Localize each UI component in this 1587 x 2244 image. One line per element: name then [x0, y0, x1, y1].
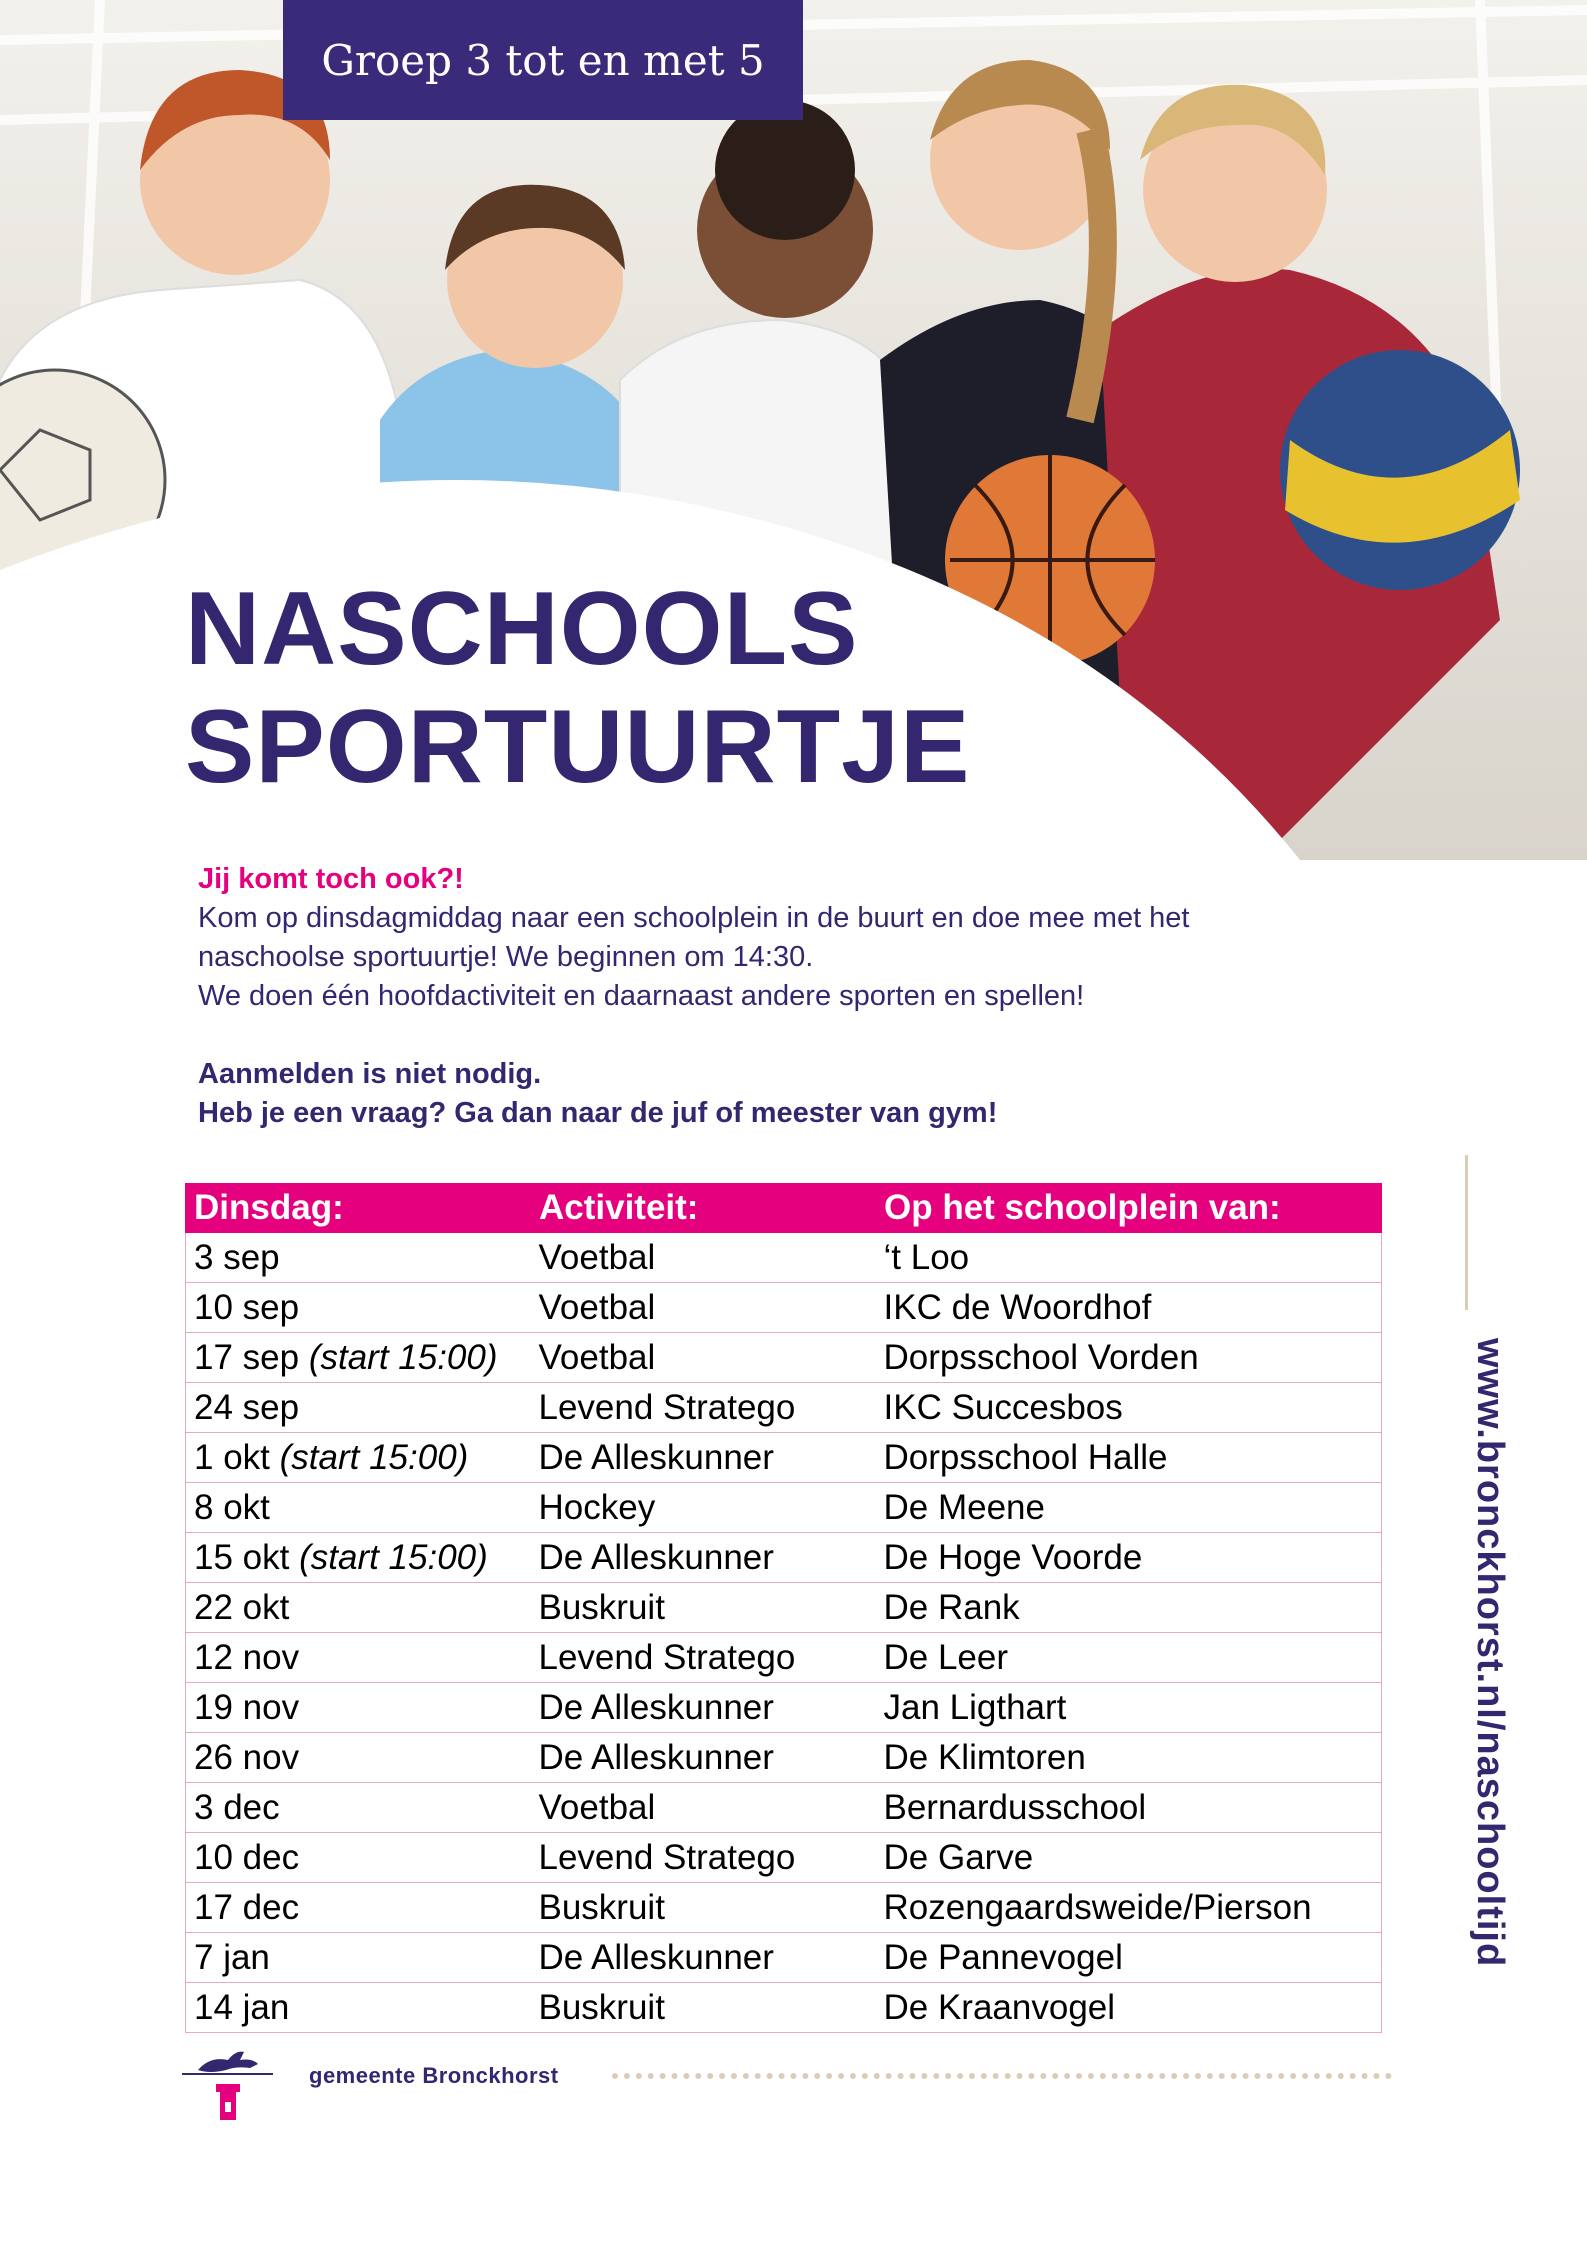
table-row: [186, 1333, 1382, 1383]
activity-cell: Hockey: [531, 1483, 876, 1533]
organization-name: gemeente Bronckhorst: [309, 2063, 559, 2088]
date-text: 12 nov: [194, 1637, 300, 1677]
date-text: 24 sep: [194, 1387, 300, 1427]
table-row: [186, 1383, 1382, 1433]
activity-cell: Levend Stratego: [531, 1633, 876, 1683]
date-text: 17 dec: [194, 1887, 300, 1927]
table-row: [186, 1233, 1382, 1283]
school-cell: De Rank: [876, 1583, 1382, 1633]
date-cell: [186, 1383, 531, 1433]
table-row: [186, 1633, 1382, 1683]
start-time-note: (start 15:00): [299, 1537, 488, 1577]
bronckhorst-logo: [180, 2040, 275, 2122]
start-time-note: (start 15:00): [279, 1437, 469, 1477]
table-row: [186, 1583, 1382, 1633]
activity-cell: Levend Stratego: [531, 1383, 876, 1433]
school-cell: De Hoge Voorde: [876, 1533, 1382, 1583]
date-cell: [186, 1633, 531, 1683]
table-header-row: [186, 1184, 1382, 1233]
date-text: 10 sep: [194, 1287, 300, 1327]
activity-cell: Voetbal: [531, 1783, 876, 1833]
school-cell: ‘t Loo: [876, 1233, 1382, 1283]
no-registration-note: Aanmelden is niet nodig.: [198, 1058, 542, 1090]
date-text: 22 okt: [194, 1587, 290, 1627]
school-cell: De Garve: [876, 1833, 1382, 1883]
activity-cell: De Alleskunner: [531, 1683, 876, 1733]
header-school: Op het schoolplein van:: [876, 1184, 1382, 1233]
date-cell: [186, 1983, 531, 2033]
date-cell: [186, 1783, 531, 1833]
dotted-divider: [612, 2073, 1392, 2079]
date-cell: [186, 1483, 531, 1533]
school-cell: IKC Succesbos: [876, 1383, 1382, 1433]
date-cell: [186, 1333, 531, 1383]
date-text: 26 nov: [194, 1737, 300, 1777]
date-cell: [186, 1933, 531, 1983]
table-row: [186, 1533, 1382, 1583]
date-text: 10 dec: [194, 1837, 300, 1877]
date-cell: [186, 1233, 531, 1283]
intro-line-1: Kom op dinsdagmiddag naar een schoolplein in de buurt en doe mee met het: [198, 902, 1190, 934]
activity-cell: Voetbal: [531, 1233, 876, 1283]
date-text: 3 dec: [194, 1787, 280, 1827]
header-activity: Activiteit:: [531, 1184, 876, 1233]
table-row: [186, 1983, 1382, 2033]
title-line-1: NASCHOOLS: [185, 571, 859, 687]
intro-heading: Jij komt toch ook?!: [198, 863, 464, 895]
table-row: [186, 1683, 1382, 1733]
table-row: [186, 1933, 1382, 1983]
date-text: 19 nov: [194, 1687, 300, 1727]
date-cell: [186, 1883, 531, 1933]
date-cell: [186, 1283, 531, 1333]
activity-cell: Levend Stratego: [531, 1833, 876, 1883]
school-cell: De Kraanvogel: [876, 1983, 1382, 2033]
activity-cell: De Alleskunner: [531, 1933, 876, 1983]
activity-cell: De Alleskunner: [531, 1733, 876, 1783]
table-row: [186, 1833, 1382, 1883]
date-text: 8 okt: [194, 1487, 270, 1527]
school-cell: De Leer: [876, 1633, 1382, 1683]
activity-cell: Buskruit: [531, 1983, 876, 2033]
school-cell: De Pannevogel: [876, 1933, 1382, 1983]
table-row: [186, 1483, 1382, 1533]
school-cell: Jan Ligthart: [876, 1683, 1382, 1733]
activity-cell: Voetbal: [531, 1333, 876, 1383]
table-row: [186, 1883, 1382, 1933]
school-cell: Bernardusschool: [876, 1783, 1382, 1833]
title-line-2: SPORTUURTJE: [185, 689, 971, 805]
school-cell: De Meene: [876, 1483, 1382, 1533]
table-row: [186, 1283, 1382, 1333]
date-cell: [186, 1583, 531, 1633]
date-cell: [186, 1533, 531, 1583]
spacer: [198, 1016, 1348, 1055]
school-cell: Dorpsschool Halle: [876, 1433, 1382, 1483]
date-text: 17 sep: [194, 1337, 300, 1377]
website-url[interactable]: www.bronckhorst.nl/naschooltijd: [1469, 1338, 1511, 1968]
intro-line-2: naschoolse sportuurtje! We beginnen om 14:30.: [198, 941, 814, 973]
group-badge: Groep 3 tot en met 5: [283, 0, 803, 120]
school-cell: IKC de Woordhof: [876, 1283, 1382, 1333]
schedule-table: [185, 1183, 1382, 2033]
date-text: 3 sep: [194, 1237, 280, 1277]
activity-cell: De Alleskunner: [531, 1433, 876, 1483]
header-date: Dinsdag:: [186, 1184, 531, 1233]
activity-cell: Buskruit: [531, 1583, 876, 1633]
date-cell: [186, 1683, 531, 1733]
school-cell: De Klimtoren: [876, 1733, 1382, 1783]
date-text: 1 okt: [194, 1437, 270, 1477]
side-divider: [1465, 1155, 1468, 1310]
date-text: 7 jan: [194, 1937, 270, 1977]
activity-cell: Voetbal: [531, 1283, 876, 1333]
date-cell: [186, 1833, 531, 1883]
intro-line-3: We doen één hoofdactiviteit en daarnaast andere sporten en spellen!: [198, 980, 1085, 1012]
table-row: [186, 1733, 1382, 1783]
activity-cell: Buskruit: [531, 1883, 876, 1933]
date-text: 14 jan: [194, 1987, 290, 2027]
start-time-note: (start 15:00): [308, 1337, 498, 1377]
question-note: Heb je een vraag? Ga dan naar de juf of meester van gym!: [198, 1097, 998, 1129]
school-cell: Dorpsschool Vorden: [876, 1333, 1382, 1383]
table-row: [186, 1433, 1382, 1483]
table-body: [186, 1233, 1382, 2033]
intro-text: [198, 860, 1348, 1133]
date-cell: [186, 1733, 531, 1783]
activity-cell: De Alleskunner: [531, 1533, 876, 1583]
page-title: [185, 570, 970, 806]
date-cell: [186, 1433, 531, 1483]
date-text: 15 okt: [194, 1537, 290, 1577]
school-cell: Rozengaardsweide/Pierson: [876, 1883, 1382, 1933]
table-row: [186, 1783, 1382, 1833]
